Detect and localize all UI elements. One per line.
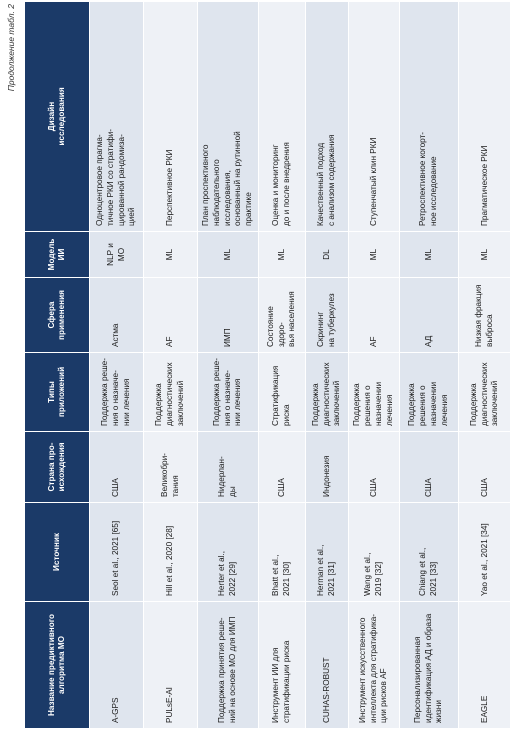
cell-source: Yao et al., 2021 [34] xyxy=(459,503,510,601)
cell-sphere: Низкая фракция выброса xyxy=(459,278,510,352)
cell-model: DL xyxy=(306,232,348,277)
cell-source: Herter et al., 2022 [29] xyxy=(198,503,258,601)
cell-types: Поддержка решения о назначении лечения xyxy=(400,353,458,431)
cell-source: Hill et al., 2020 [28] xyxy=(144,503,197,601)
header-application-types: Типы приложений xyxy=(25,353,89,431)
data-table xyxy=(25,9,503,728)
cell-design: Одноцентровое прагма- тичное РКИ со стратифи- цированной рандомиза- цией xyxy=(90,2,143,231)
cell-country: США xyxy=(259,432,305,502)
cell-source: Bhatt et al., 2021 [30] xyxy=(259,503,305,601)
cell-types: Поддержка диагностических заключений xyxy=(459,353,510,431)
cell-sphere: Скрининг на туберкулез xyxy=(306,278,348,352)
header-application-sphere: Сфера применения xyxy=(25,278,89,352)
header-ai-model: Модель ИИ xyxy=(25,232,89,277)
cell-design: План проспективного наблюдательного исследования, основанный на рутинной практике xyxy=(198,2,258,231)
cell-sphere: AF xyxy=(144,278,197,352)
cell-design: Ступенчатый клин РКИ xyxy=(349,2,399,231)
cell-source: Chiang et al., 2021 [33] xyxy=(400,503,458,601)
cell-country: Нидерлан- ды xyxy=(198,432,258,502)
cell-types: Поддержка реше- ния о назначе- нии лечения xyxy=(198,353,258,431)
cell-country: США xyxy=(349,432,399,502)
cell-country: США xyxy=(459,432,510,502)
cell-name: CUHAS-ROBUST xyxy=(306,602,348,728)
cell-sphere: Состояние здоро- вья населения xyxy=(259,278,305,352)
header-study-design: Дизайн исследования xyxy=(25,2,89,231)
cell-model: ML xyxy=(259,232,305,277)
continuation-label: Продолжение табл. 2 xyxy=(6,4,16,92)
cell-name: Инструмент ИИ для стратификации риска xyxy=(259,602,305,728)
cell-country: США xyxy=(90,432,143,502)
cell-types: Поддержка реше- ния о назначе- нии лечения xyxy=(90,353,143,431)
cell-country: США xyxy=(400,432,458,502)
cell-model: ML xyxy=(144,232,197,277)
cell-design: Перспективное РКИ xyxy=(144,2,197,231)
cell-types: Поддержка диагностических заключений xyxy=(306,353,348,431)
cell-name: PULsE-AI xyxy=(144,602,197,728)
cell-model: ML xyxy=(349,232,399,277)
header-algorithm-name: Название предиктивного алгоритма МО xyxy=(25,602,89,728)
cell-model: ML xyxy=(198,232,258,277)
cell-model: ML xyxy=(400,232,458,277)
cell-sphere: AF xyxy=(349,278,399,352)
cell-country: Великобри- тания xyxy=(144,432,197,502)
cell-country: Индонезия xyxy=(306,432,348,502)
cell-types: Поддержка решения о назначении лечения xyxy=(349,353,399,431)
cell-design: Ретроспективное когорт- ное исследование xyxy=(400,2,458,231)
cell-name: Инструмент искусственного интеллекта для стратифика- ции рисков AF xyxy=(349,602,399,728)
header-source: Источник xyxy=(25,503,89,601)
cell-source: Seol et al., 2021 [65] xyxy=(90,503,143,601)
cell-design: Оценка и мониторинг до и после внедрения xyxy=(259,2,305,231)
cell-sphere: АД xyxy=(400,278,458,352)
cell-design: Прагматическое РКИ xyxy=(459,2,510,231)
cell-name: Поддержка принятия реше- ний на основе МО для ИМП xyxy=(198,602,258,728)
cell-sphere: ИМП xyxy=(198,278,258,352)
cell-name: EAGLE xyxy=(459,602,510,728)
cell-sphere: Астма xyxy=(90,278,143,352)
cell-types: Поддержка диагностических заключений xyxy=(144,353,197,431)
cell-source: Herman et al., 2021 [31] xyxy=(306,503,348,601)
cell-source: Wang et al., 2019 [32] xyxy=(349,503,399,601)
header-country: Страна про- исхождения xyxy=(25,432,89,502)
cell-model: NLP и МО xyxy=(90,232,143,277)
cell-types: Стратификация риска xyxy=(259,353,305,431)
cell-design: Качественный подход с анализом содержания xyxy=(306,2,348,231)
cell-name: A-GPS xyxy=(90,602,143,728)
cell-name: Персонализированная идентификация АД и образа жизни xyxy=(400,602,458,728)
cell-model: ML xyxy=(459,232,510,277)
